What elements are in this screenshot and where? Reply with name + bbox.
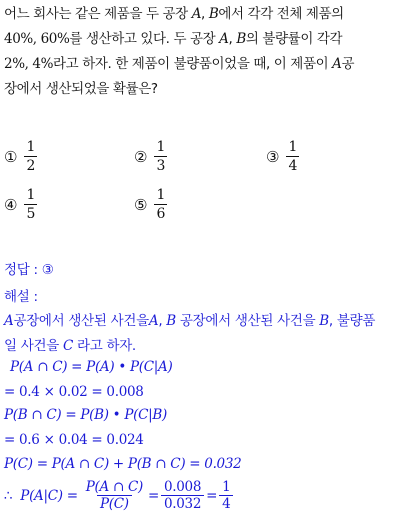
equation-5: P(C) = P(A ∩ C) + P(B ∩ C) = 0.032 bbox=[4, 456, 242, 472]
denominator: P(C) bbox=[97, 495, 132, 511]
production-ratio: 40%, 60% bbox=[4, 31, 70, 47]
solution-text-segment: 공장에서 생산된 사건을 bbox=[13, 313, 149, 329]
numerator: 0.008 bbox=[163, 479, 202, 495]
conditional-probability-lhs: P(A|C) = bbox=[20, 487, 78, 504]
factory-b-symbol: B bbox=[208, 6, 219, 22]
denominator: 4 bbox=[288, 158, 298, 174]
therefore-symbol: ∴ bbox=[4, 487, 13, 504]
fraction-decimal-ratio bbox=[161, 480, 204, 511]
answer-label: 정답 : ③ bbox=[4, 262, 54, 278]
fraction-probability-ratio bbox=[83, 480, 146, 511]
choice-number: ⑤ bbox=[134, 195, 148, 214]
explanation-label: 해설 : bbox=[4, 289, 38, 305]
solution-text-segment: 라고 하자. bbox=[72, 338, 136, 354]
choice-4[interactable] bbox=[4, 188, 37, 221]
choice-number: ② bbox=[134, 147, 148, 166]
factory-a-symbol: A bbox=[191, 6, 202, 22]
question-text-segment: , bbox=[228, 31, 237, 47]
denominator: 3 bbox=[156, 158, 166, 174]
question-text-segment: 공 bbox=[341, 56, 355, 72]
factory-a-symbol: A bbox=[332, 56, 342, 72]
numerator: 1 bbox=[26, 139, 36, 155]
factory-b-symbol: B bbox=[166, 313, 176, 329]
factory-b-symbol: B bbox=[236, 31, 246, 47]
factory-a-symbol: A bbox=[219, 31, 229, 47]
choice-3[interactable] bbox=[266, 140, 299, 173]
numerator: 1 bbox=[156, 187, 166, 203]
event-definition-line-1 bbox=[4, 309, 375, 329]
choice-number: ① bbox=[4, 147, 18, 166]
choice-fraction bbox=[154, 140, 167, 173]
equation-6 bbox=[4, 480, 235, 511]
equals-sign: = bbox=[206, 487, 218, 504]
numerator: 1 bbox=[156, 139, 166, 155]
fraction-result bbox=[219, 480, 233, 511]
numerator: 1 bbox=[26, 187, 36, 203]
event-c-symbol: C bbox=[62, 338, 73, 354]
denominator: 0.032 bbox=[161, 495, 204, 511]
question-text-segment: 의 불량률이 각각 bbox=[245, 31, 343, 47]
denominator: 2 bbox=[26, 158, 36, 174]
question-line-4: 장에서 생산되었을 확률은? bbox=[4, 81, 158, 97]
choice-number: ③ bbox=[266, 147, 280, 166]
event-b-symbol: B bbox=[319, 313, 329, 329]
question-line-1 bbox=[4, 2, 398, 27]
event-a-symbol: A bbox=[148, 313, 159, 329]
choice-5[interactable] bbox=[134, 188, 167, 221]
question-text-segment: 라고 하자. 한 제품이 불량품이었을 때, 이 제품이 bbox=[53, 56, 333, 72]
choice-fraction bbox=[24, 140, 37, 173]
equation-3: P(B ∩ C) = P(B) • P(C|B) bbox=[4, 407, 167, 423]
denominator: 6 bbox=[156, 206, 166, 222]
equation-4: = 0.6 × 0.04 = 0.024 bbox=[4, 432, 144, 448]
equation-1: P(A ∩ C) = P(A) • P(C|A) bbox=[10, 359, 173, 375]
solution-text-segment: , bbox=[158, 313, 167, 329]
numerator: 1 bbox=[222, 479, 231, 495]
factory-a-symbol: A bbox=[4, 313, 14, 329]
choice-fraction bbox=[286, 140, 299, 173]
choice-2[interactable] bbox=[134, 140, 167, 173]
choice-number: ④ bbox=[4, 195, 18, 214]
question-text-segment: 에서 각각 전체 제품의 bbox=[218, 6, 344, 22]
denominator: 4 bbox=[219, 495, 233, 511]
equals-sign: = bbox=[147, 487, 159, 504]
question-line-3 bbox=[4, 52, 398, 77]
question-text-segment: 를 생산하고 있다. 두 공장 bbox=[69, 31, 220, 47]
question-line-2 bbox=[4, 27, 398, 52]
defect-rates: 2%, 4% bbox=[4, 56, 54, 72]
solution-text-segment: 일 사건을 bbox=[4, 338, 63, 354]
choice-1[interactable] bbox=[4, 140, 37, 173]
choice-fraction bbox=[24, 188, 37, 221]
event-definition-line-2 bbox=[4, 334, 136, 354]
choice-fraction bbox=[154, 188, 167, 221]
question-text-segment: 어느 회사는 같은 제품을 두 공장 bbox=[4, 6, 192, 22]
question-text-segment: , bbox=[201, 6, 209, 22]
question-text bbox=[4, 2, 398, 102]
numerator: 1 bbox=[288, 139, 298, 155]
solution-text-segment: 공장에서 생산된 사건을 bbox=[175, 313, 320, 329]
denominator: 5 bbox=[26, 206, 36, 222]
solution-text-segment: , 불량품 bbox=[328, 313, 376, 329]
numerator: P(A ∩ C) bbox=[85, 479, 143, 495]
equation-2: = 0.4 × 0.02 = 0.008 bbox=[4, 384, 144, 400]
